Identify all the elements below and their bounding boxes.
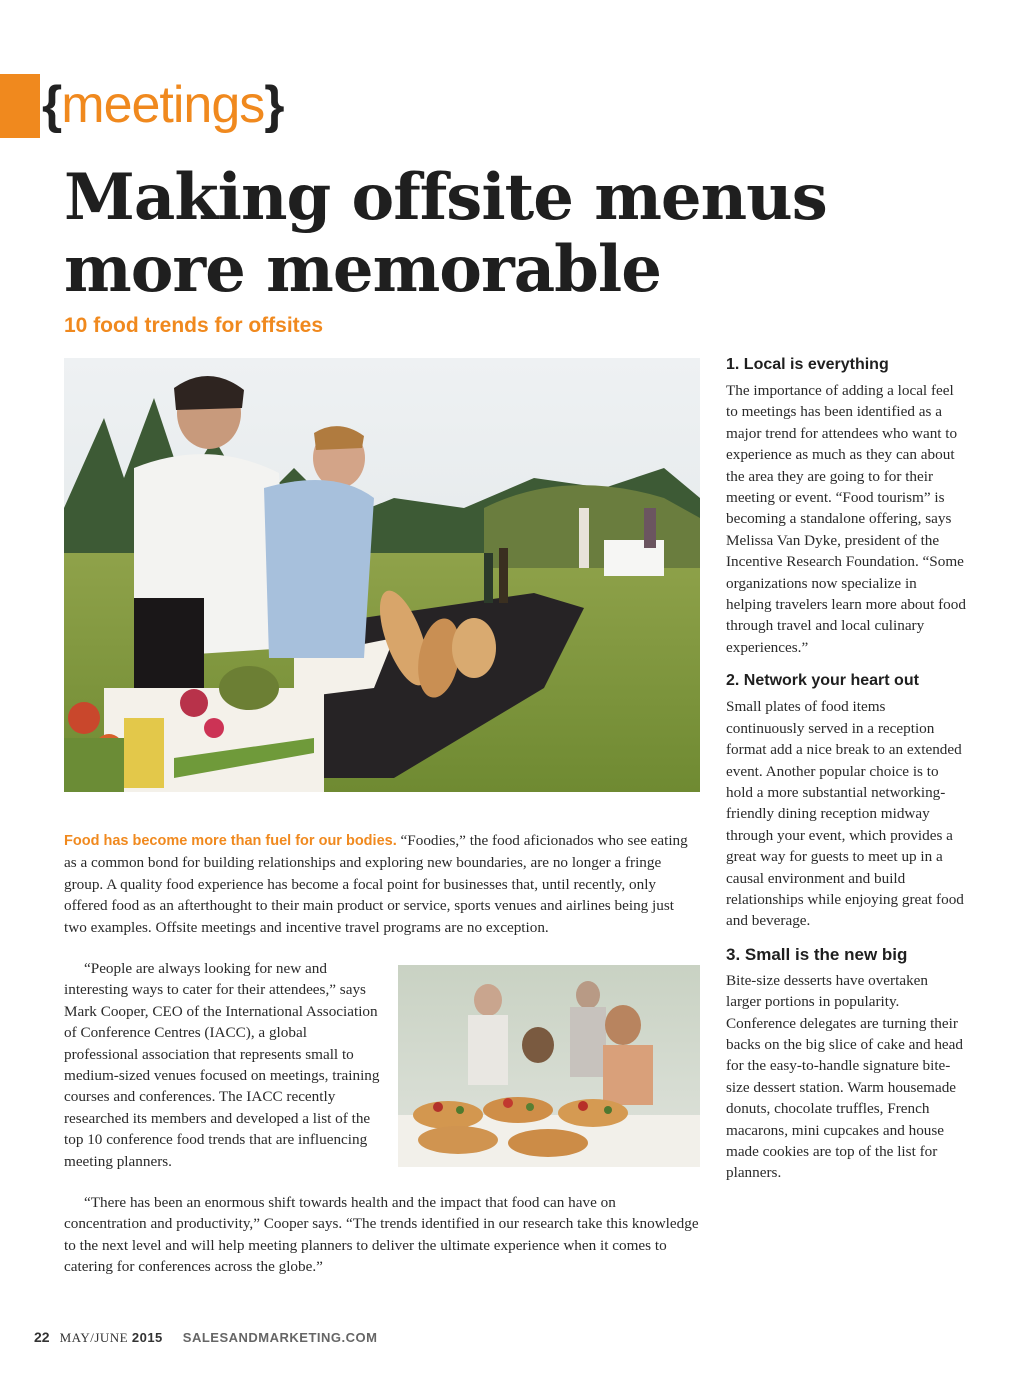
section-open-bracket: { <box>42 76 62 134</box>
body-paragraph-3: “There has been an enormous shift towards health and the impact that food can have on concentration and productivity,” Cooper says. “The trends identified in our research take this knowledge to the next level and will help meeting planners to deliver the ultimate experience when it comes to catering for conferences across the globe.” <box>64 1194 699 1276</box>
trend-heading: 2. Network your heart out <box>726 672 919 690</box>
section-close-bracket: } <box>264 76 284 134</box>
trend-heading: 1. Local is everything <box>726 356 889 373</box>
intro-text: “Foodies,” the food aficionados who see eating as a common bond for building relationships and exploring new boundaries, are no longer a fringe group. A quality food experience has become a focal point for businesses that, until recently, only offered food as an afterthought to their main product or service, sports venues and airlines being just two examples. Offsite meetings and incentive travel programs are no exception. <box>64 832 688 936</box>
intro-lead: Food has become more than fuel for our bodies. <box>64 833 397 849</box>
trend-item <box>726 354 966 658</box>
trend-item <box>726 670 966 931</box>
section-label: meetings <box>61 76 265 134</box>
page-number: 22 <box>34 1329 50 1345</box>
issue-year: 2015 <box>131 1330 163 1345</box>
intro-paragraph <box>64 830 700 938</box>
trend-body: Bite-size desserts have overtaken larger portions in popularity. Conference delegates are turning their backs on the big slice of cake and head for the easy-to-handle signature bite-size dessert station. Warm housemade donuts, chocolate truffles, French macarons, mini cupcakes and house made cookies are top of the list for planners. <box>726 971 964 1182</box>
trend-item <box>726 944 966 1184</box>
page-footer <box>34 1329 377 1346</box>
article-subhead: 10 food trends for offsites <box>64 314 324 337</box>
section-tag <box>42 70 284 140</box>
issue-month: MAY/JUNE <box>59 1330 129 1345</box>
body-paragraph-2: “People are always looking for new and interesting ways to cater for their attendees,” says Mark Cooper, CEO of the International Association of Conference Centres (IACC), a global professional association that represents small to medium-sized venues focused on meetings, training courses and conferences. The IACC recently researched its members and developed a list of the top 10 conference food trends that are influencing meeting planners. <box>64 960 380 1170</box>
trend-body: Small plates of food items continuously served in a reception format add a nice break to an extended event. Another popular choice is to hold a more substantial networking-friendly dining reception midway through your event, which provides a great way for guests to meet up in a causal environment and build relationships while enjoying great food and beverage. <box>726 698 964 930</box>
main-photo-chefs-outdoor-table <box>64 358 700 792</box>
secondary-photo-bruschetta-platter <box>398 965 700 1167</box>
trends-column <box>726 354 966 1196</box>
trend-heading: 3. Small is the new big <box>726 944 908 964</box>
article-headline: Making offsite menus more memorable <box>64 160 827 307</box>
section-accent-bar <box>0 74 40 138</box>
site-url: SALESANDMARKETING.COM <box>182 1330 378 1345</box>
trend-body: The importance of adding a local feel to meetings has been identified as a major trend for attendees who want to experience as much as they can about the area they are going to for their meeting or event. “Food tourism” is becoming a standalone offering, says Melissa Van Dyke, president of the Incentive Research Foundation. “Some organizations now specialize in helping travelers learn more about food through travel and local culinary experiences.” <box>726 382 966 656</box>
issue-date <box>60 1330 163 1346</box>
